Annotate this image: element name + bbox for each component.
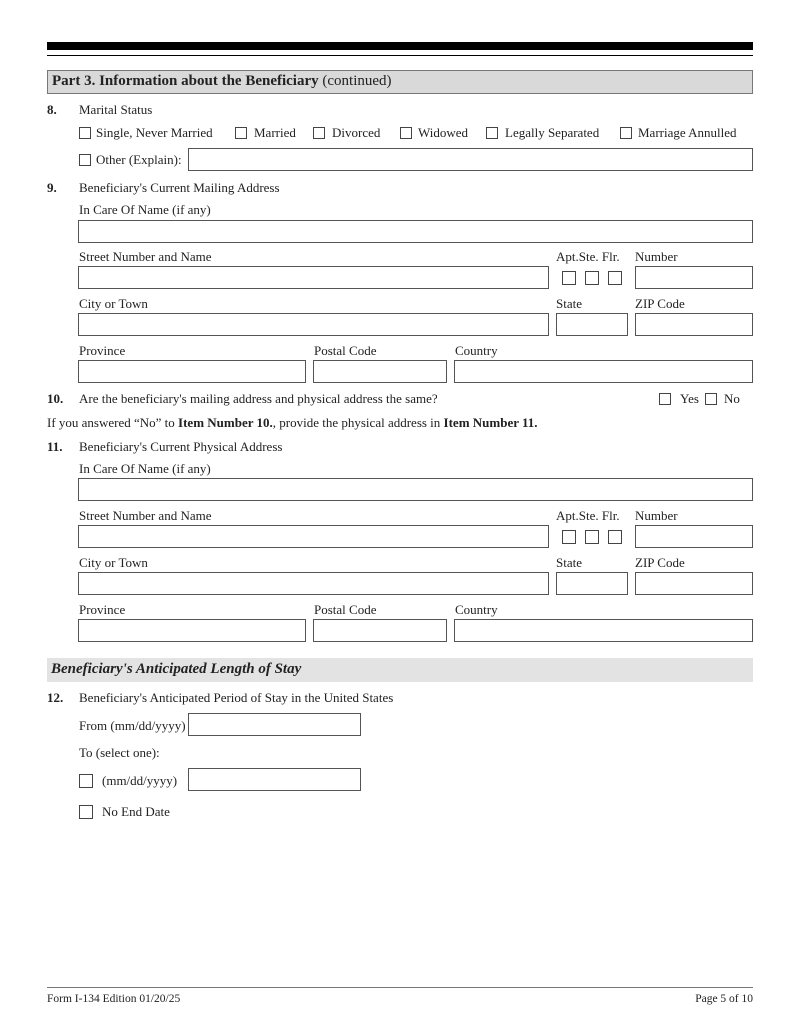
item-12-number: 12. <box>47 690 64 705</box>
to-date-label: (mm/dd/yyyy) <box>102 773 178 788</box>
physical-province-field[interactable] <box>78 619 306 642</box>
no-end-date-label: No End Date <box>102 804 170 819</box>
option-divorced-label: Divorced <box>332 125 381 140</box>
mailing-zip-field[interactable] <box>635 313 753 336</box>
other-explain-field[interactable] <box>188 148 753 171</box>
physical-city-field[interactable] <box>78 572 549 595</box>
option-other-label: Other (Explain): <box>96 152 182 167</box>
mailing-flr-checkbox[interactable] <box>608 271 622 285</box>
checkbox-married[interactable] <box>235 127 247 139</box>
item-10-number: 10. <box>47 391 64 406</box>
physical-street-field[interactable] <box>78 525 549 548</box>
checkbox-divorced[interactable] <box>313 127 325 139</box>
part-header <box>47 70 753 94</box>
physical-street-label: Street Number and Name <box>79 508 212 523</box>
same-address-question: Are the beneficiary's mailing address and physical address the same? <box>79 391 438 406</box>
physical-zip-label: ZIP Code <box>635 555 685 570</box>
item-9-number: 9. <box>47 180 57 195</box>
checkbox-other[interactable] <box>79 154 91 166</box>
mailing-zip-label: ZIP Code <box>635 296 685 311</box>
option-single-label: Single, Never Married <box>96 125 213 140</box>
section-title: Beneficiary's Anticipated Length of Stay <box>51 661 302 677</box>
footer-rule <box>47 987 753 988</box>
checkbox-legally-separated[interactable] <box>486 127 498 139</box>
physical-country-label: Country <box>455 602 498 617</box>
item-10-instruction: If you answered “No” to Item Number 10., provide the physical address in Item Number 11. <box>47 415 538 430</box>
physical-zip-field[interactable] <box>635 572 753 595</box>
checkbox-single[interactable] <box>79 127 91 139</box>
physical-ste-checkbox[interactable] <box>585 530 599 544</box>
mailing-number-field[interactable] <box>635 266 753 289</box>
physical-postal-label: Postal Code <box>314 602 377 617</box>
part-title-continued: (continued) <box>318 73 392 89</box>
mailing-ste-checkbox[interactable] <box>585 271 599 285</box>
to-select-label: To (select one): <box>79 745 160 760</box>
yes-label: Yes <box>680 391 699 406</box>
option-widowed-label: Widowed <box>418 125 469 140</box>
mailing-country-label: Country <box>455 343 498 358</box>
mailing-address-label: Beneficiary's Current Mailing Address <box>79 180 280 195</box>
mailing-care-of-field[interactable] <box>78 220 753 243</box>
mailing-province-field[interactable] <box>78 360 306 383</box>
mailing-postal-field[interactable] <box>313 360 447 383</box>
physical-state-label: State <box>556 555 582 570</box>
physical-care-of-label: In Care Of Name (if any) <box>79 461 211 476</box>
footer-form-edition: Form I-134 Edition 01/20/25 <box>47 993 181 1005</box>
physical-apt-checkbox[interactable] <box>562 530 576 544</box>
checkbox-no[interactable] <box>705 393 717 405</box>
length-of-stay-section-header <box>47 658 753 682</box>
physical-country-field[interactable] <box>454 619 753 642</box>
option-legally-separated-label: Legally Separated <box>505 125 600 140</box>
physical-flr-checkbox[interactable] <box>608 530 622 544</box>
checkbox-no-end-date[interactable] <box>79 805 93 819</box>
period-of-stay-label: Beneficiary's Anticipated Period of Stay in the United States <box>79 690 394 705</box>
mailing-postal-label: Postal Code <box>314 343 377 358</box>
mailing-city-field[interactable] <box>78 313 549 336</box>
mailing-city-label: City or Town <box>79 296 148 311</box>
item-11-number: 11. <box>47 439 63 454</box>
to-date-field[interactable] <box>188 768 361 791</box>
mailing-state-label: State <box>556 296 582 311</box>
option-married-label: Married <box>254 125 296 140</box>
item-8-number: 8. <box>47 102 57 117</box>
checkbox-yes[interactable] <box>659 393 671 405</box>
physical-city-label: City or Town <box>79 555 148 570</box>
physical-province-label: Province <box>79 602 126 617</box>
mailing-apt-ste-flr-label: Apt.Ste. Flr. <box>556 249 620 264</box>
marital-status-label: Marital Status <box>79 102 153 117</box>
checkbox-widowed[interactable] <box>400 127 412 139</box>
mailing-state-field[interactable] <box>556 313 628 336</box>
part-title: Part 3. Information about the Beneficiary <box>52 73 319 89</box>
top-thin-rule <box>47 55 753 56</box>
no-label: No <box>724 391 740 406</box>
physical-postal-field[interactable] <box>313 619 447 642</box>
from-date-label: From (mm/dd/yyyy) <box>79 718 186 733</box>
physical-apt-ste-flr-label: Apt.Ste. Flr. <box>556 508 620 523</box>
mailing-street-label: Street Number and Name <box>79 249 212 264</box>
mailing-street-field[interactable] <box>78 266 549 289</box>
physical-state-field[interactable] <box>556 572 628 595</box>
mailing-country-field[interactable] <box>454 360 753 383</box>
footer-page-number: Page 5 of 10 <box>695 993 753 1005</box>
mailing-province-label: Province <box>79 343 126 358</box>
physical-care-of-field[interactable] <box>78 478 753 501</box>
physical-address-label: Beneficiary's Current Physical Address <box>79 439 283 454</box>
top-thick-rule <box>47 42 753 50</box>
checkbox-marriage-annulled[interactable] <box>620 127 632 139</box>
mailing-apt-checkbox[interactable] <box>562 271 576 285</box>
physical-number-field[interactable] <box>635 525 753 548</box>
mailing-number-label: Number <box>635 249 678 264</box>
physical-number-label: Number <box>635 508 678 523</box>
option-marriage-annulled-label: Marriage Annulled <box>638 125 737 140</box>
checkbox-to-date[interactable] <box>79 774 93 788</box>
mailing-care-of-label: In Care Of Name (if any) <box>79 202 211 217</box>
from-date-field[interactable] <box>188 713 361 736</box>
